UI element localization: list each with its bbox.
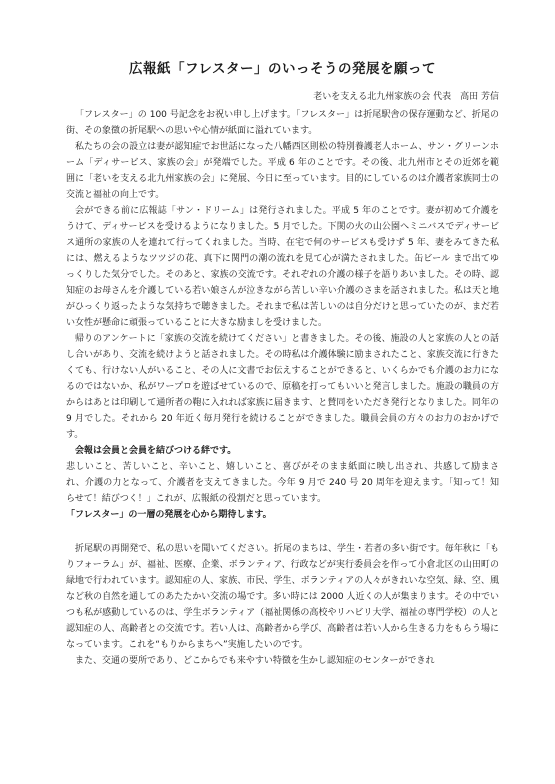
body-paragraph: 折尾駅の再開発で、私の思いを聞いてください。折尾のまちは、学生・若者の多い街です。毎年秋に「もりフォーラム」が、福祉、医療、企業、ボランティア、行政などが実行委員会を作って小倉北区の山田町の緑地で行われています。認知症の人、家族、市民、学生、ボランティアの人々がきれいな空気、緑、空、風など秋の自然を通してのあたたかい交流の場です。多い時には 2000 人近くの人が集まります。その中でいつも私が感動しているのは、学生ボランティア（福祉関係の高校やリハビリ大学、福祉の専門学校）の人と認知症の人、高齢者との交流です。若い人は、高齢者から学び、高齢者は若い人から生きる力をもらう場になっています。これを“もりからまちへ”実施したいのです。 (66, 544, 499, 650)
body-paragraph: 帰りのアンケートに「家族の交流を続けてください」と書きました。その後、施設の人と家族の人との話し合いがあり、交流を続けようと話されました。その時私は介護体験に励まされたこと、家族交流に行きたくても、行けない人がいること、その人に文書でお伝えすることができると、いくらかでも介護のお力になるのではないか、私がワープロを遊ばせているので、原稿を打ってもいいと発言しました。施設の職員の方からはあとは印刷して通所者の鞄に入れれば家族に届きます、と賛同をいただき発行となりました。同年の 9 月でした。それから 20 年近く毎月発行を続けることができました。職員会員の方々のお力のおかげです。 (66, 334, 499, 440)
emphasis-line: 会報は会員と会員を結びつける絆です。 (75, 446, 237, 456)
body-paragraph: 会ができる前に広報誌「サン・ドリーム」は発行されました。平成 5 年のことです。妻が初めて介護をうけて、ディサービスを受けるようになりました。5 月でした。下関の火の山公園へミニバスでディサービス通所の家族の人を連れて行ってくれました。当時、在宅で何のサービスも受けず 5 年、妻をみてきた私には、燃えるようなツツジの花、真下に関門の潮の流れを見て心が満たされました。缶ビール まで出てゆっくりした気分でした。そのあと、家族の交流です。それぞれの介護の様子を語りあいました。その時、認知症のお母さんを介護している若い娘さんが泣きながら苦しい辛い介護のさまを話されました。私は天と地がひっくり返ったような気持ちで聴きました。それまで私は苦しいのは自分だけと思っていたのが、まだ若い女性が懸命に頑張っていることに大きな励ましを受けました。 (66, 206, 499, 328)
author-line: 老いを支える北九州家族の会 代表 高田 芳信 (313, 92, 499, 102)
document-body (66, 107, 499, 669)
paragraph-gap (66, 523, 499, 541)
document-title: 広報紙「フレスター」のいっそうの発展を願って (128, 61, 437, 77)
emphasis-line: 「フレスター」の一層の発展を心から期待します。 (66, 510, 272, 520)
body-paragraph: 私たちの会の設立は妻が認知症でお世話になった八幡西区則松の特別養護老人ホーム、サン・グリーンホーム「ディサービス、家族の会」が発端でした。平成 6 年のことです。その後、北九州市とその近郊を範囲に「老いを支える北九州家族の会」に発展、今日に至っています。目的にしているのは介護者家族同士の交流と福祉の向上です。 (66, 142, 499, 200)
body-paragraph: また、交通の要所であり、どこからでも来やすい特徴を生かし認知症のセンターができれ (75, 656, 435, 666)
body-paragraph: 「フレスター」の 100 号記念をお祝い申し上げます。「フレスター」は折尾駅舎の保存運動など、折尾の街、その象徴の折尾駅への思いや心情が紙面に溢れています。 (66, 110, 499, 136)
body-paragraph: 悲しいこと、苦しいこと、辛いこと、嬉しいこと、喜びがそのまま紙面に映し出され、共感して励まされ、介護の力となって、介護者を支えてきました。今年 9 月で 240 号 20 周年を迎えます。「知って！知らせて！結びつく！」これが、広報紙の役割だと思っています。 (66, 462, 499, 504)
